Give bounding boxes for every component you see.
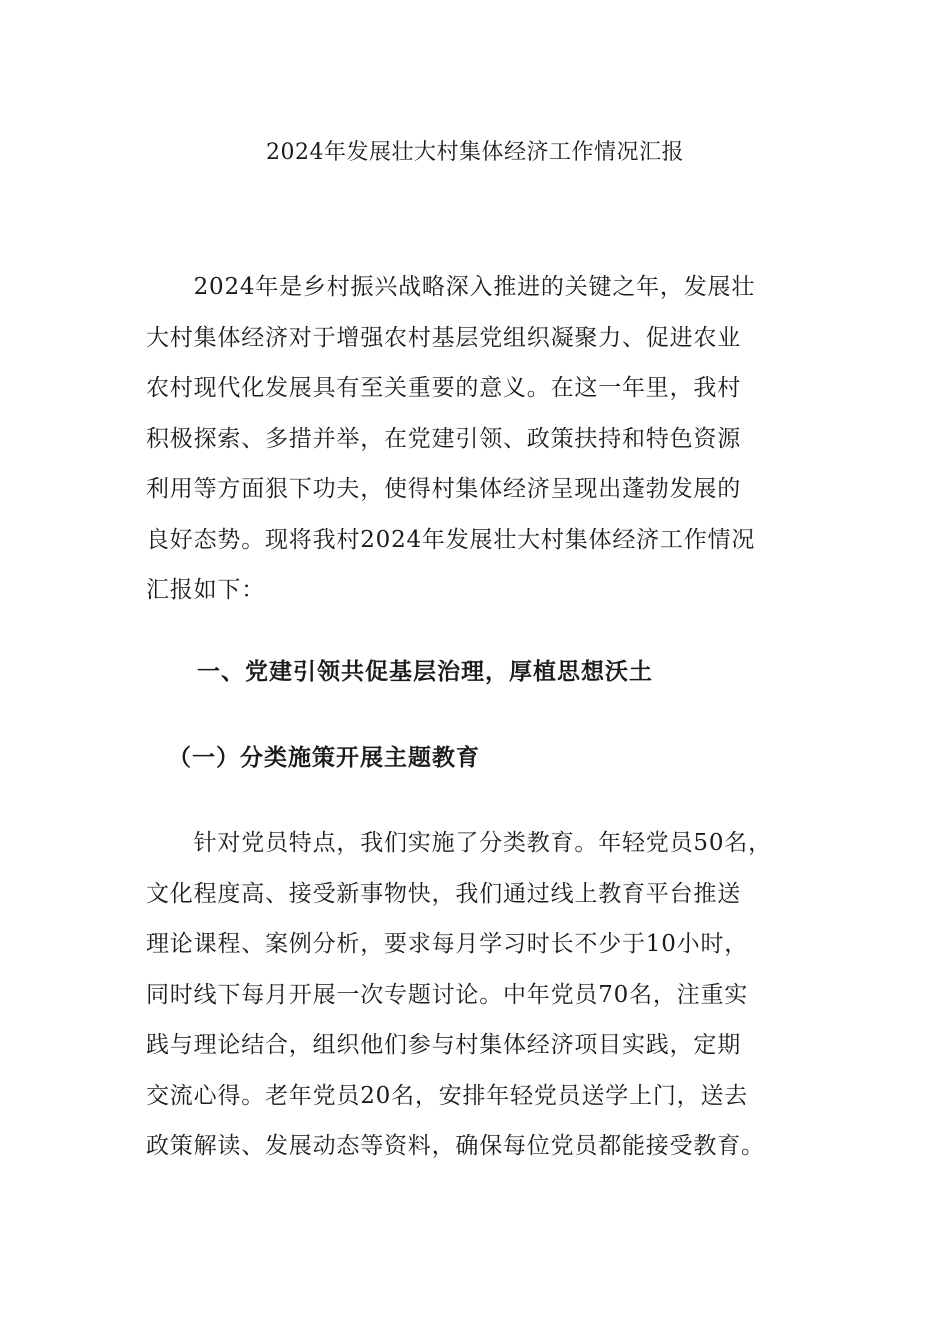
document-title: 2024年发展壮大村集体经济工作情况汇报 [266,140,684,165]
intro-paragraph [146,262,806,616]
paragraph-line: 针对党员特点，我们实施了分类教育。年轻党员50名， [146,830,772,856]
paragraph-line: 汇报如下： [146,577,265,603]
paragraph-line: 践与理论结合，组织他们参与村集体经济项目实践，定期 [146,1032,741,1058]
paragraph-line: 文化程度高、接受新事物快，我们通过线上教育平台推送 [146,880,741,907]
subsection-heading: （一）分类施策开展主题教育 [168,744,480,771]
body-paragraph [146,818,806,1172]
paragraph-line: 同时线下每月开展一次专题讨论。中年党员70名，注重实 [146,981,749,1008]
paragraph-line: 交流心得。老年党员20名，安排年轻党员送学上门，送去 [146,1082,749,1109]
paragraph-line: 积极探索、多措并举，在党建引领、政策扶持和特色资源 [146,425,741,452]
paragraph-line: 农村现代化发展具有至关重要的意义。在这一年里，我村 [146,375,741,401]
paragraph-line: 利用等方面狠下功夫，使得村集体经济呈现出蓬勃发展的 [146,476,741,502]
paragraph-line: 2024年是乡村振兴战略深入推进的关键之年，发展壮 [146,274,756,300]
paragraph-line: 理论课程、案例分析，要求每月学习时长不少于10小时， [146,931,749,957]
paragraph-line: 政策解读、发展动态等资料，确保每位党员都能接受教育。 [146,1133,765,1159]
paragraph-line: 大村集体经济对于增强农村基层党组织凝聚力、促进农业 [146,324,741,351]
section-heading: 一、党建引领共促基层治理，厚植思想沃土 [197,658,653,685]
paragraph-line: 良好态势。现将我村2024年发展壮大村集体经济工作情况 [146,526,756,553]
